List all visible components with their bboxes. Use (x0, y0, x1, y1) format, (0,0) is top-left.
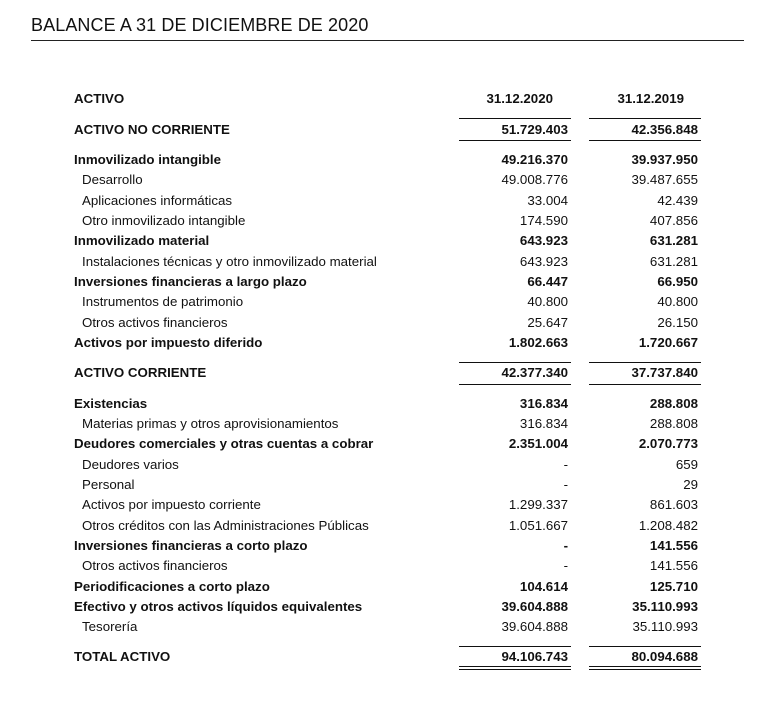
header-col-2019: 31.12.2019 (617, 91, 684, 106)
table-row (74, 170, 714, 190)
value-2020: - (563, 558, 568, 573)
value-2020: - (563, 477, 568, 492)
value-2019: 35.110.993 (632, 619, 698, 634)
value-2019: 80.094.688 (631, 649, 698, 664)
value-2020: 66.447 (527, 274, 568, 289)
table-row (74, 333, 714, 353)
rule-col2-noncurrent (589, 118, 701, 119)
table-row (74, 617, 714, 637)
table-row (74, 150, 714, 170)
table-row (74, 231, 714, 251)
value-2019: 125.710 (649, 579, 698, 594)
row-label: Deudores varios (82, 457, 179, 472)
row-label: Instrumentos de patrimonio (82, 294, 244, 309)
value-2019: 35.110.993 (632, 599, 698, 614)
table-row (74, 414, 714, 434)
value-2019: 39.487.655 (631, 172, 698, 187)
row-label: Existencias (74, 396, 148, 411)
value-2020: 39.604.888 (501, 599, 568, 614)
table-row (74, 363, 714, 383)
rule-col1-total (459, 646, 571, 647)
row-label: Deudores comerciales y otras cuentas a cobrar (74, 436, 374, 451)
value-2019: 66.950 (657, 274, 698, 289)
row-label: Otro inmovilizado intangible (82, 213, 246, 228)
row-label: Otros activos financieros (82, 315, 228, 330)
value-2020: 174.590 (519, 213, 568, 228)
row-label: Desarrollo (82, 172, 143, 187)
value-2019: 40.800 (657, 294, 698, 309)
table-row (74, 191, 714, 211)
value-2019: 288.808 (649, 396, 698, 411)
table-row (74, 292, 714, 312)
row-label: Personal (82, 477, 135, 492)
value-2020: 49.008.776 (501, 172, 568, 187)
table-row (74, 394, 714, 414)
row-label: Tesorería (82, 619, 138, 634)
table-header (74, 89, 714, 109)
table-row (74, 495, 714, 515)
double-rule-col1-total (459, 666, 571, 670)
value-2020: 2.351.004 (508, 436, 568, 451)
value-2020: - (563, 538, 568, 553)
table-row (74, 597, 714, 617)
value-2019: 407.856 (649, 213, 698, 228)
value-2020: 104.614 (519, 579, 568, 594)
value-2020: 39.604.888 (501, 619, 568, 634)
row-label: Materias primas y otros aprovisionamientos (82, 416, 339, 431)
row-label: Instalaciones técnicas y otro inmovilizado material (82, 254, 377, 269)
rule-col1-current (459, 362, 571, 363)
header-label: ACTIVO (74, 91, 125, 106)
value-2019: 39.937.950 (631, 152, 698, 167)
row-label: Otros créditos con las Administraciones Públicas (82, 518, 369, 533)
value-2019: 141.556 (649, 558, 698, 573)
row-label: Efectivo y otros activos líquidos equivalentes (74, 599, 363, 614)
value-2020: 1.802.663 (508, 335, 568, 350)
table-row (74, 475, 714, 495)
row-label: TOTAL ACTIVO (74, 649, 171, 664)
value-2019: 2.070.773 (638, 436, 698, 451)
value-2019: 861.603 (649, 497, 698, 512)
rule-col2-total (589, 646, 701, 647)
double-rule-col2-total (589, 666, 701, 670)
table-row (74, 313, 714, 333)
value-2019: 288.808 (649, 416, 698, 431)
table-row (74, 556, 714, 576)
rule-col1-current-bottom (459, 384, 571, 385)
row-label: Activos por impuesto diferido (74, 335, 263, 350)
row-label: Otros activos financieros (82, 558, 228, 573)
value-2020: - (563, 457, 568, 472)
table-row (74, 577, 714, 597)
value-2019: 42.356.848 (631, 122, 698, 137)
value-2019: 26.150 (657, 315, 698, 330)
rule-col2-noncurrent-bottom (589, 140, 701, 141)
rule-col2-current (589, 362, 701, 363)
value-2020: 42.377.340 (501, 365, 568, 380)
table-row (74, 434, 714, 454)
value-2020: 25.647 (527, 315, 568, 330)
header-col-2020: 31.12.2020 (486, 91, 553, 106)
row-label: Inmovilizado intangible (74, 152, 222, 167)
row-label: Inversiones financieras a corto plazo (74, 538, 308, 553)
value-2020: 1.051.667 (508, 518, 568, 533)
value-2020: 316.834 (519, 396, 568, 411)
value-2020: 316.834 (519, 416, 568, 431)
value-2020: 643.923 (519, 233, 568, 248)
value-2019: 141.556 (649, 538, 698, 553)
value-2019: 37.737.840 (631, 365, 698, 380)
value-2020: 1.299.337 (508, 497, 568, 512)
table-row (74, 455, 714, 475)
value-2019: 1.208.482 (638, 518, 698, 533)
rule-col1-noncurrent-bottom (459, 140, 571, 141)
rule-col1-noncurrent (459, 118, 571, 119)
value-2019: 631.281 (649, 254, 698, 269)
table-row (74, 536, 714, 556)
row-label: Inmovilizado material (74, 233, 210, 248)
table-row (74, 647, 714, 667)
value-2020: 49.216.370 (501, 152, 568, 167)
table-row (74, 516, 714, 536)
value-2019: 631.281 (649, 233, 698, 248)
value-2019: 659 (675, 457, 698, 472)
table-row (74, 252, 714, 272)
table-row (74, 120, 714, 140)
value-2020: 33.004 (527, 193, 568, 208)
table-row (74, 272, 714, 292)
table-row (74, 211, 714, 231)
value-2020: 40.800 (527, 294, 568, 309)
title-rule (31, 40, 744, 41)
value-2020: 643.923 (519, 254, 568, 269)
report-title: BALANCE A 31 DE DICIEMBRE DE 2020 (31, 15, 369, 35)
value-2019: 29 (683, 477, 698, 492)
row-label: Activos por impuesto corriente (82, 497, 261, 512)
value-2020: 51.729.403 (501, 122, 568, 137)
value-2019: 1.720.667 (638, 335, 698, 350)
row-label: ACTIVO NO CORRIENTE (74, 122, 230, 137)
row-label: Inversiones financieras a largo plazo (74, 274, 307, 289)
rule-col2-current-bottom (589, 384, 701, 385)
value-2019: 42.439 (657, 193, 698, 208)
value-2020: 94.106.743 (501, 649, 568, 664)
row-label: Periodificaciones a corto plazo (74, 579, 270, 594)
row-label: ACTIVO CORRIENTE (74, 365, 207, 380)
row-label: Aplicaciones informáticas (82, 193, 233, 208)
